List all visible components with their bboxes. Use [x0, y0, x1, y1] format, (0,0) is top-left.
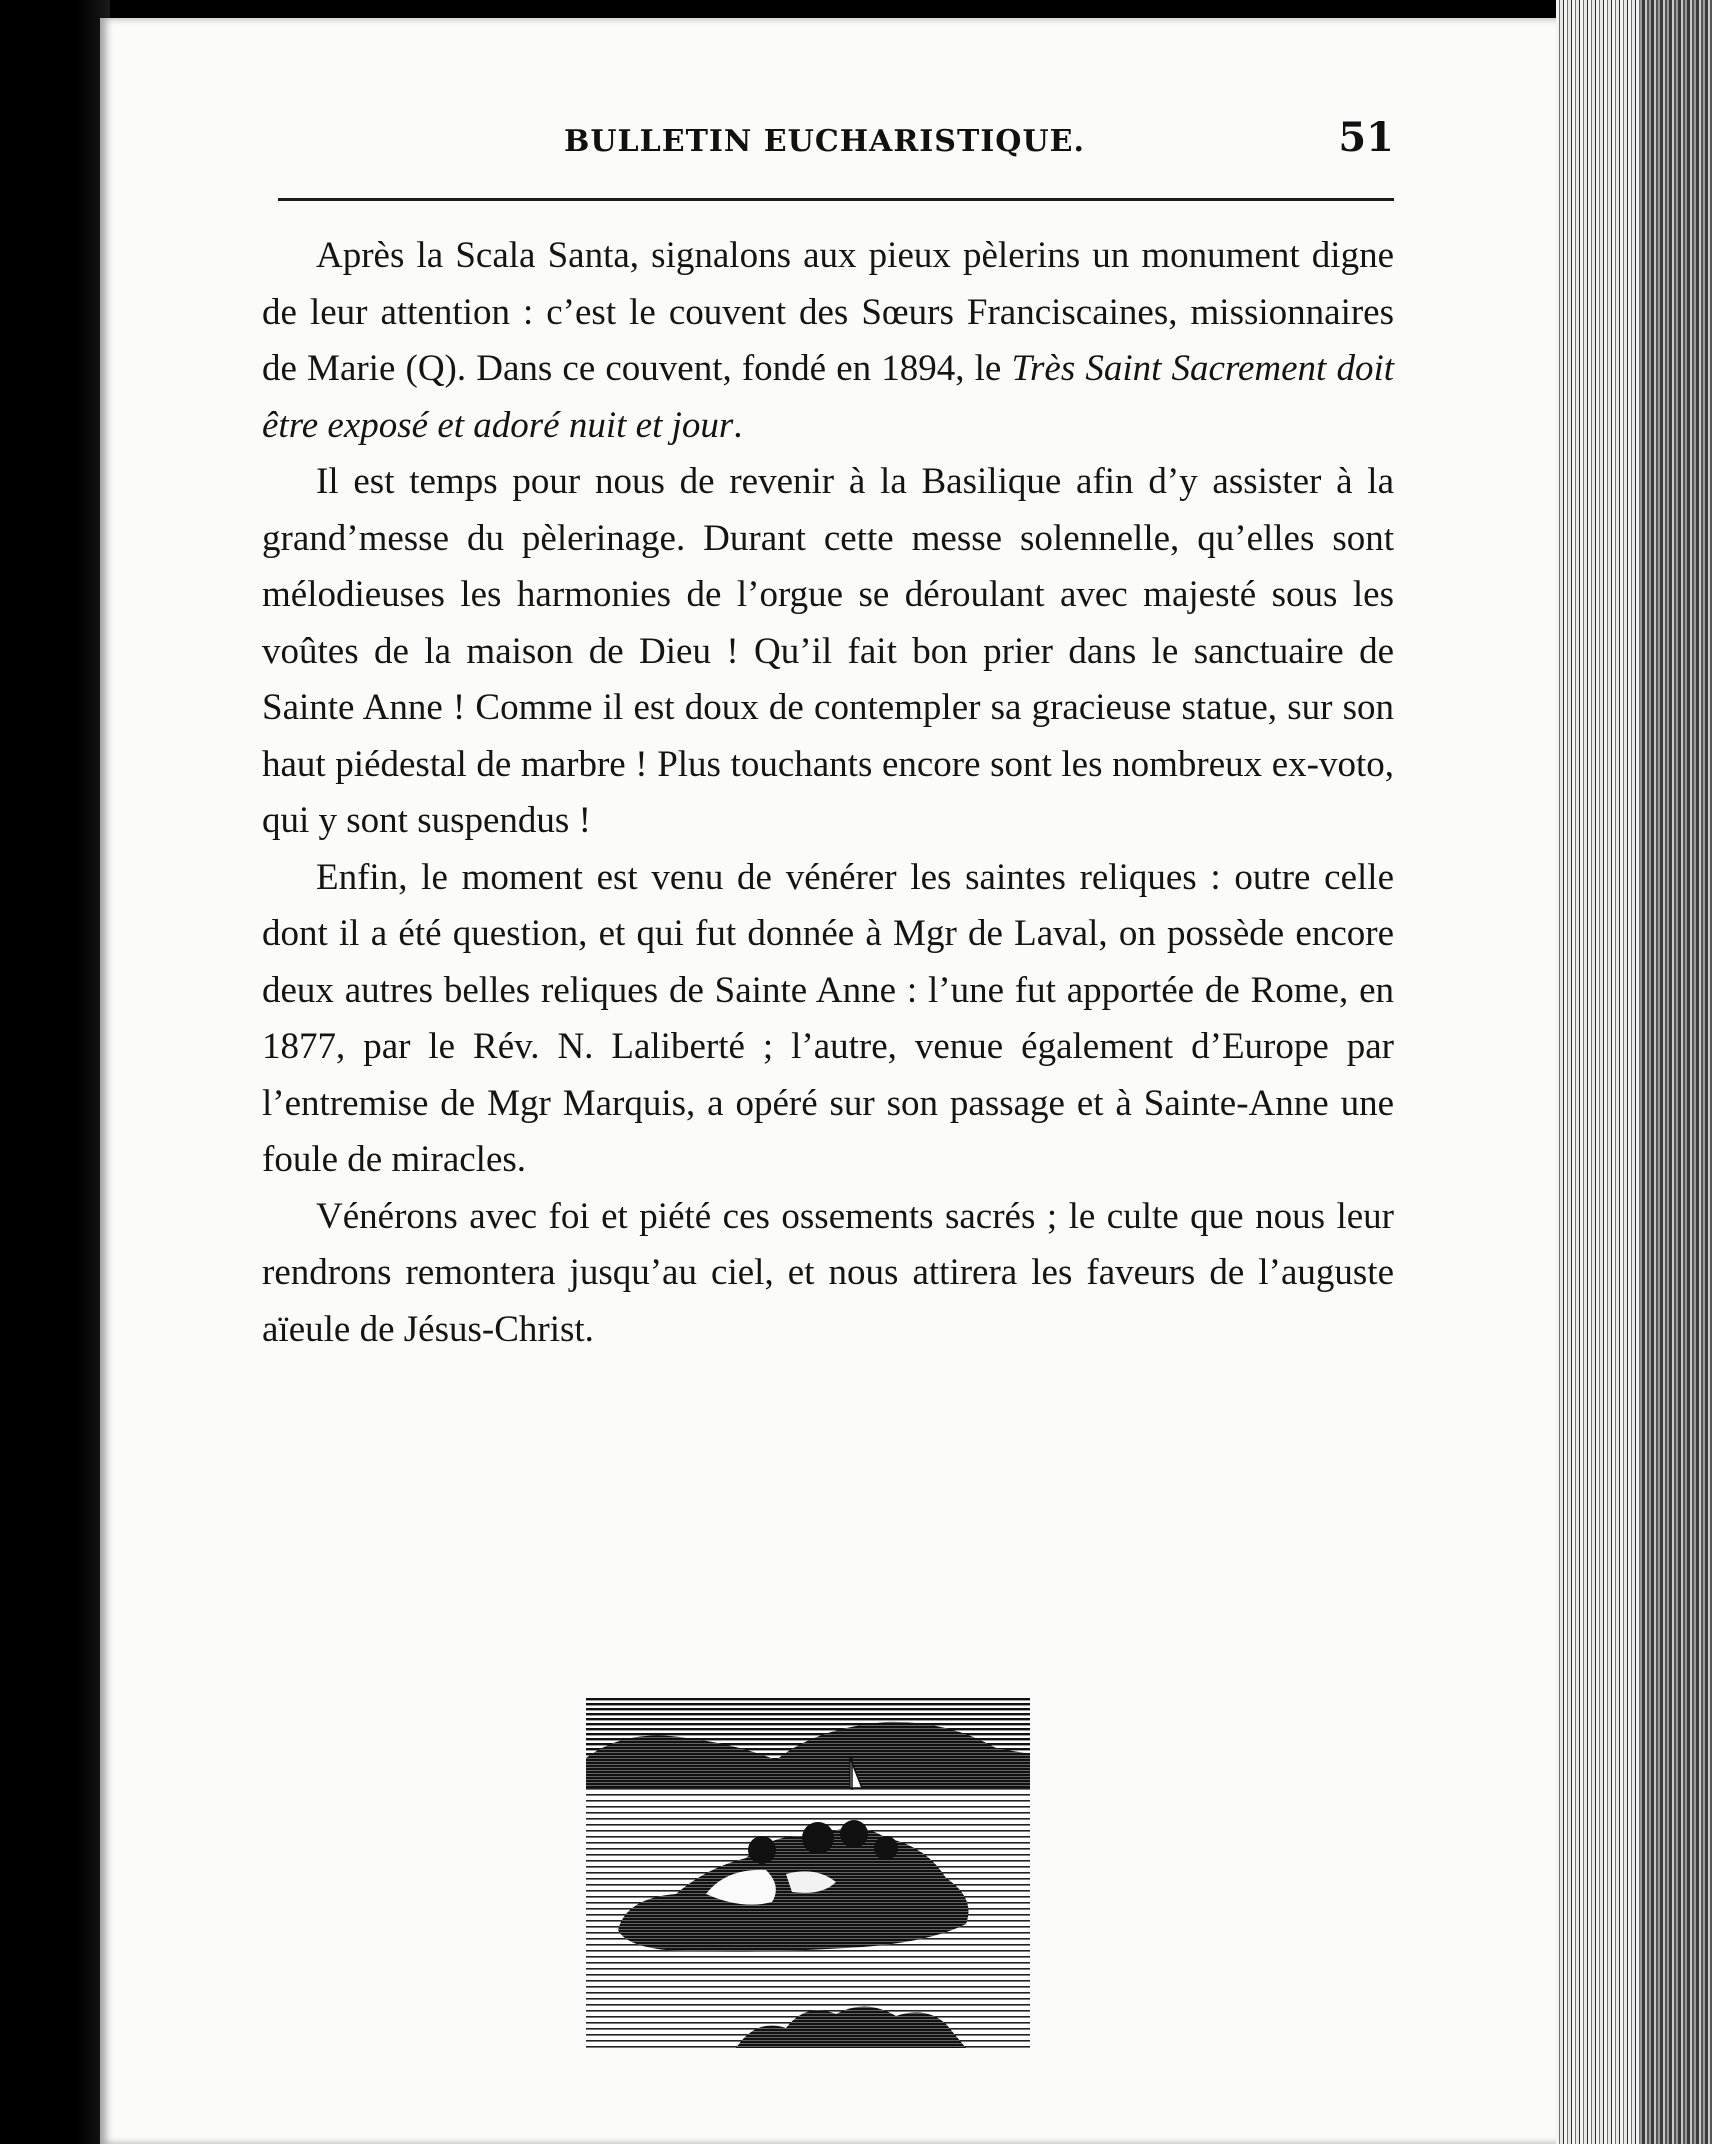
header-rule — [278, 198, 1394, 201]
paragraph-3: Enfin, le moment est venu de vénérer les saintes reliques : outre celle dont il a été question, et qui fut donnée à Mgr de Laval, on possède encore deux autres belles reliques de Sainte Anne : l’une fut apportée de Rome, en 1877, par le Rév. N. Laliberté ; l’autre, venue également d’Europe par l’entremise de Mgr Marquis, a opéré sur son passage et à Sainte-Anne une foule de miracles. — [262, 856, 1394, 1180]
page-number: 51 — [1338, 114, 1394, 161]
paragraph-1-end: . — [733, 404, 743, 446]
paragraph-1-italic: Très Saint Sacrement doit être exposé et adoré nuit et jour — [262, 348, 1394, 446]
page-header — [278, 114, 1394, 180]
paragraph-2: Il est temps pour nous de revenir à la Basilique afin d’y assister à la grand’messe du pèlerinage. Durant cette messe solennelle, qu’elles sont mélodieuses les harmonies de l’orgue se déroulant avec majesté sous les voûtes de la maison de Dieu ! Qu’il fait bon prier dans le sanctuaire de Sainte Anne ! Comme il est doux de contempler sa gracieuse statue, sur son haut piédestal de marbre ! Plus touchants encore sont les nombreux ex-voto, qui y sont suspendus ! — [262, 461, 1394, 841]
page-edges-shadow — [1640, 0, 1712, 2144]
book-binding — [0, 0, 110, 2144]
running-title: BULLETIN EUCHARISTIQUE. — [564, 124, 1085, 159]
paragraph-1 — [262, 228, 1394, 454]
paragraph-1-text: Après la Scala Santa, signalons aux pieux pèlerins un monument digne de leur attention : c’est le couvent des Sœurs Franciscaines, missionnaires de Marie (Q). Dans ce couvent, fondé en 1894, le — [262, 235, 1394, 389]
body-text — [262, 228, 1394, 1358]
paragraph-4: Vénérons avec foi et piété ces ossements sacrés ; le culte que nous leur rendrons remontera jusqu’au ciel, et nous attirera les faveurs de l’auguste aïeule de Jésus-Christ. — [262, 1195, 1394, 1350]
engraving-image — [586, 1698, 1030, 2048]
island-engraving — [586, 1698, 1030, 2048]
